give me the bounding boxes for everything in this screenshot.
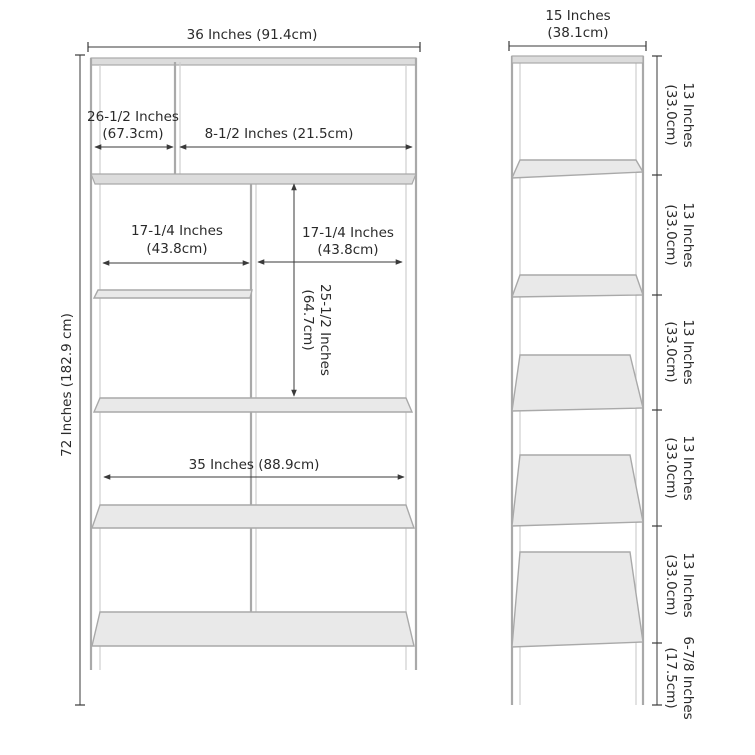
- top-left-width-label: 26-1/2 Inches: [87, 109, 179, 125]
- side-shelf-5: [512, 552, 643, 647]
- spacing-5: [663, 552, 696, 617]
- spacing-3-metric: (33.0cm): [663, 321, 679, 383]
- side-shelf-4: [512, 455, 643, 526]
- spacing-1-imperial: 13 Inches: [680, 82, 696, 148]
- side-shelves: [512, 160, 643, 647]
- spacing-1-metric: (33.0cm): [663, 84, 679, 146]
- leg-height: [663, 636, 696, 719]
- depth-metric: (38.1cm): [547, 25, 609, 41]
- shelf-2: [94, 290, 252, 298]
- lower-width-label: 35 Inches (88.9cm): [188, 457, 320, 473]
- leg-height-imperial: 6-7/8 Inches: [680, 636, 696, 720]
- spacing-4: [663, 435, 696, 500]
- shelf-3: [94, 398, 412, 412]
- spacing-5-imperial: 13 Inches: [680, 552, 696, 618]
- side-shelf-1: [512, 160, 643, 178]
- leg-height-metric: (17.5cm): [663, 647, 679, 709]
- spacing-4-imperial: 13 Inches: [680, 435, 696, 501]
- spacing-1: [663, 82, 696, 147]
- top-left-width-metric: (67.3cm): [102, 126, 164, 142]
- mid-height-metric: (64.7cm): [300, 289, 316, 351]
- side-view: [509, 8, 696, 720]
- side-shelf-3: [512, 355, 643, 411]
- depth-label: 15 Inches: [545, 8, 611, 24]
- spacing-5-metric: (33.0cm): [663, 554, 679, 616]
- mid-left-width-metric: (43.8cm): [146, 241, 208, 257]
- overall-height-label: 72 Inches (182.9 cm): [59, 313, 75, 457]
- spacing-3: [663, 319, 696, 384]
- shelf-1: [91, 174, 416, 184]
- overall-width-label: 36 Inches (91.4cm): [186, 27, 318, 43]
- front-view: [59, 27, 420, 705]
- mid-left-width-label: 17-1/4 Inches: [131, 223, 223, 239]
- shelf-5: [92, 612, 414, 646]
- mid-right-width-label: 17-1/4 Inches: [302, 225, 394, 241]
- shelf-4: [92, 505, 414, 528]
- spacing-3-imperial: 13 Inches: [680, 319, 696, 385]
- mid-height-label: 25-1/2 Inches: [317, 284, 333, 376]
- top-right-width-label: 8-1/2 Inches (21.5cm): [204, 126, 354, 142]
- spacing-2-metric: (33.0cm): [663, 204, 679, 266]
- spacing-2-imperial: 13 Inches: [680, 202, 696, 268]
- side-shelf-2: [512, 275, 643, 297]
- spacing-4-metric: (33.0cm): [663, 437, 679, 499]
- front-frame: [91, 58, 416, 670]
- mid-right-width-metric: (43.8cm): [317, 242, 379, 258]
- spacing-2: [663, 202, 696, 267]
